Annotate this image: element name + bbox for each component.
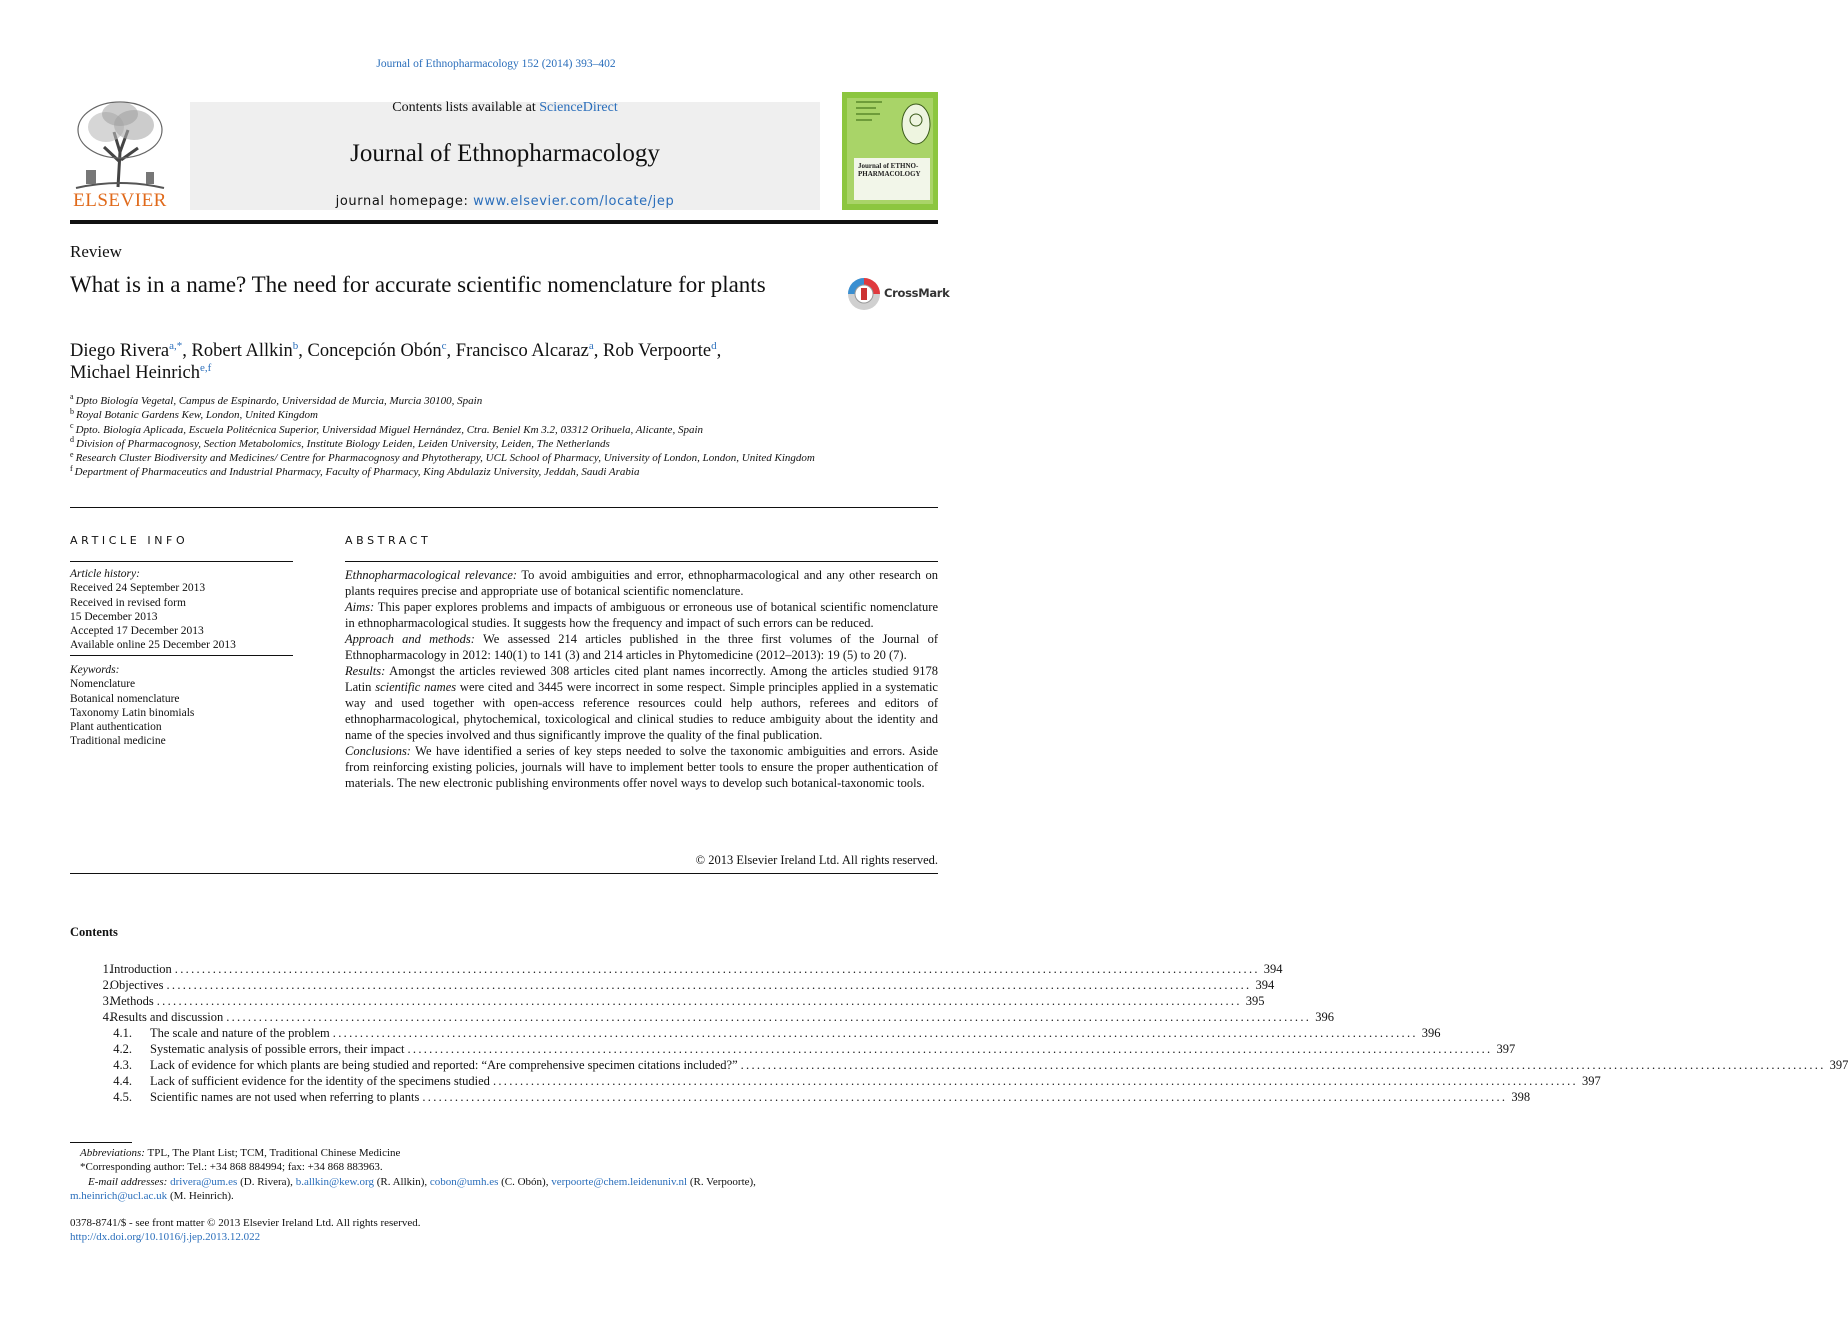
- homepage-prefix: journal homepage:: [335, 194, 474, 209]
- abstract-label: Aims:: [345, 600, 375, 614]
- affiliation-text: Royal Botanic Gardens Kew, London, United Kingdom: [76, 409, 318, 422]
- history-entry: Available online 25 December 2013: [70, 639, 236, 652]
- author[interactable]: [603, 341, 721, 361]
- toc-page: 396: [1421, 1026, 1441, 1040]
- keyword: Plant authentication: [70, 721, 162, 734]
- toc-line: [150, 1089, 1531, 1105]
- email-owner: (D. Rivera),: [237, 1175, 296, 1188]
- toc-number: 3.: [102, 994, 112, 1008]
- footnote-label: Abbreviations:: [80, 1147, 145, 1159]
- affiliation-key: b: [70, 406, 74, 416]
- affiliation-text: Division of Pharmacognosy, Section Metabolomics, Institute Biology Leiden, Leiden University, Leiden, The Netherlands: [76, 437, 610, 450]
- toc-page: 395: [1245, 994, 1265, 1008]
- elsevier-logo: [66, 92, 174, 212]
- toc-leader: ........................................................................................................................................................................................................: [174, 962, 1260, 976]
- toc-line: [110, 1009, 1334, 1025]
- cover-title: Journal of ETHNO-PHARMACOLOGY: [858, 162, 921, 178]
- affiliation: [70, 420, 870, 437]
- divider: [70, 655, 293, 656]
- cover-image-icon: [842, 92, 938, 210]
- toc-entry[interactable]: [70, 1073, 1601, 1089]
- toc-leader: ........................................................................................................................................................................................................: [740, 1058, 1826, 1072]
- affiliation-key: e: [70, 449, 74, 459]
- abstract-aims: [345, 599, 938, 631]
- toc-line: [150, 1041, 1516, 1057]
- toc-title: Lack of sufficient evidence for the identity of the specimens studied: [150, 1074, 490, 1088]
- affiliation: [70, 451, 870, 465]
- toc-entry[interactable]: [70, 993, 1265, 1009]
- keyword: Nomenclature: [70, 678, 136, 691]
- journal-cover[interactable]: [842, 92, 938, 210]
- crossmark-label: CrossMark: [884, 286, 950, 300]
- contents-prefix: Contents lists available at: [392, 100, 540, 115]
- toc-leader: ........................................................................................................................................................................................................: [492, 1074, 1578, 1088]
- affiliation-list: [70, 394, 870, 480]
- copyright: © 2013 Elsevier Ireland Ltd. All rights reserved.: [695, 853, 938, 867]
- abstract-text: This paper explores problems and impacts of ambiguous or erroneous use of botanical scientific nomenclature in ethnopharmacological studies. It suggests how the frequency and impact of such errors can be reduced.: [345, 600, 938, 630]
- toc-entry[interactable]: [70, 1057, 1848, 1073]
- toc-leader: ........................................................................................................................................................................................................: [332, 1026, 1418, 1040]
- toc-page: 397: [1829, 1058, 1848, 1072]
- author-name: Robert Allkin: [191, 341, 293, 361]
- abstract-text: were cited and 3445 were incorrect in some respect. Simple principles applied in a systematic way and used together with open-access reference resources could help authors, referees and editors of ethnopharmacological, phytochemical, toxicological and clinical studies to reduce ambiguity about the identity and name of the species involved and thus significantly improve the quality of the final publication.: [345, 680, 938, 742]
- toc-leader: ........................................................................................................................................................................................................: [156, 994, 1242, 1008]
- email-link[interactable]: m.heinrich@ucl.ac.uk: [70, 1189, 168, 1202]
- affiliation: [70, 394, 870, 408]
- sciencedirect-link[interactable]: ScienceDirect: [539, 100, 618, 115]
- author-affiliation-marker[interactable]: d: [711, 339, 717, 352]
- contents-heading: Contents: [70, 925, 118, 939]
- toc-leader: ........................................................................................................................................................................................................: [407, 1042, 1493, 1056]
- author-affiliation-marker[interactable]: a,*: [169, 339, 183, 352]
- corresponding-author-note: [70, 1160, 938, 1174]
- author[interactable]: [456, 341, 603, 361]
- divider: [70, 507, 938, 508]
- toc-leader: ........................................................................................................................................................................................................: [166, 978, 1252, 992]
- email-link[interactable]: drivera@um.es: [170, 1175, 238, 1188]
- toc-title: Systematic analysis of possible errors, their impact: [150, 1042, 405, 1056]
- toc-line: [150, 1073, 1601, 1089]
- header-rule: [70, 220, 938, 224]
- affiliation: [70, 465, 870, 479]
- abstract-label: Conclusions:: [345, 744, 411, 758]
- keyword: Botanical nomenclature: [70, 692, 180, 705]
- keyword: Taxonomy Latin binomials: [70, 706, 195, 719]
- journal-citation[interactable]: Journal of Ethnopharmacology 152 (2014) 393–402: [376, 58, 616, 70]
- history-entry: Received in revised form: [70, 596, 186, 609]
- toc-page: 397: [1496, 1042, 1516, 1056]
- abstract-results: [345, 663, 938, 743]
- toc-number: 4.3.: [113, 1058, 132, 1072]
- toc-title: Scientific names are not used when referring to plants: [150, 1090, 420, 1104]
- email-owner: (C. Obón),: [498, 1175, 552, 1188]
- author[interactable]: [70, 363, 211, 383]
- email-link[interactable]: verpoorte@chem.leidenuniv.nl: [551, 1175, 688, 1188]
- author[interactable]: [192, 341, 308, 361]
- divider: [345, 561, 938, 562]
- toc-entry[interactable]: [70, 961, 1283, 977]
- abstract-conclusions: [345, 743, 938, 791]
- toc-entry[interactable]: [70, 1089, 1531, 1105]
- toc-title: Introduction: [110, 962, 172, 976]
- table-of-contents: [70, 961, 1848, 1105]
- history-label: Article history:: [70, 568, 140, 580]
- author-name: Rob Verpoorte: [602, 341, 712, 361]
- toc-number: 2.: [102, 978, 112, 992]
- author[interactable]: [308, 341, 456, 361]
- author-separator: ,: [298, 341, 308, 361]
- affiliation-key: c: [70, 420, 74, 430]
- keyword: Traditional medicine: [70, 735, 166, 748]
- author-separator: ,: [446, 341, 456, 361]
- author-separator: ,: [593, 341, 603, 361]
- crossmark-icon: [846, 276, 882, 312]
- abstract-text: Amongst the articles reviewed 308 articles cited plant names incorrectly. Among the articles studied 9178 Latin: [345, 664, 938, 694]
- toc-page: 397: [1581, 1074, 1601, 1088]
- author-affiliation-marker[interactable]: e,f: [199, 361, 212, 374]
- toc-line: [150, 1025, 1441, 1041]
- author-affiliation-marker[interactable]: b: [292, 339, 299, 352]
- author-affiliation-marker[interactable]: c: [441, 339, 447, 352]
- toc-leader: ........................................................................................................................................................................................................: [422, 1090, 1508, 1104]
- email-note-cont: [70, 1189, 938, 1203]
- author-separator: ,: [182, 341, 192, 361]
- toc-entry[interactable]: [70, 1009, 1334, 1025]
- toc-number: 4.4.: [113, 1074, 132, 1088]
- abstract-label: Approach and methods:: [345, 632, 475, 646]
- article-history: [70, 567, 293, 653]
- history-entry: 15 December 2013: [70, 610, 158, 623]
- abstract-body: [345, 567, 938, 791]
- email-owner: (R. Allkin),: [373, 1175, 430, 1188]
- toc-number: 1.: [102, 962, 112, 976]
- author-name: Michael Heinrich: [70, 363, 200, 383]
- affiliation-text: Department of Pharmaceutics and Industrial Pharmacy, Faculty of Pharmacy, King Abdulaziz University, Jeddah, Saudi Arabia: [74, 466, 640, 479]
- footnote-rule: [70, 1142, 132, 1143]
- email-link[interactable]: cobon@umh.es: [429, 1175, 499, 1188]
- toc-page: 398: [1511, 1090, 1531, 1104]
- author-separator: ,: [716, 341, 722, 361]
- asterisk-marker: *: [80, 1161, 86, 1174]
- affiliation-key: f: [70, 463, 73, 473]
- toc-number: 4.: [102, 1010, 112, 1024]
- crossmark-badge[interactable]: [846, 276, 950, 312]
- doi-link[interactable]: http://dx.doi.org/10.1016/j.jep.2013.12.022: [70, 1231, 261, 1244]
- footnote-text: TPL, The Plant List; TCM, Traditional Chinese Medicine: [144, 1147, 401, 1159]
- keywords: [70, 663, 293, 749]
- issn-line: 0378-8741/$ - see front matter © 2013 Elsevier Ireland Ltd. All rights reserved.: [70, 1217, 421, 1229]
- toc-title: Lack of evidence for which plants are being studied and reported: “Are comprehensive specimen citations included?”: [150, 1058, 738, 1072]
- homepage-link[interactable]: www.elsevier.com/locate/jep: [473, 194, 675, 209]
- author-name: Francisco Alcaraz: [455, 341, 589, 361]
- footnotes: [70, 1146, 938, 1203]
- author-list: [70, 340, 830, 384]
- affiliation-key: a: [70, 392, 74, 402]
- toc-title: Methods: [110, 994, 154, 1008]
- toc-title: Results and discussion: [110, 1010, 224, 1024]
- toc-title: Objectives: [110, 978, 164, 992]
- toc-title: The scale and nature of the problem: [150, 1026, 330, 1040]
- journal-title: Journal of Ethnopharmacology: [350, 140, 660, 167]
- journal-homepage: [190, 194, 820, 209]
- abstract-label: Ethnopharmacological relevance:: [345, 568, 518, 582]
- footnote-label: E-mail addresses:: [88, 1175, 168, 1188]
- abstract-label: Results:: [345, 664, 386, 678]
- affiliation-text: Dpto. Biología Aplicada, Escuela Politécnica Superior, Universidad Miguel Hernández, Ctra. Beniel Km 3.2, 03312 Orihuela, Alicante, Spain: [75, 423, 703, 436]
- article-info-heading: ARTICLE INFO: [70, 534, 189, 547]
- divider: [70, 873, 938, 874]
- toc-number: 4.2.: [113, 1042, 132, 1056]
- abbreviations-note: [70, 1146, 938, 1160]
- footnote-text: Corresponding author: Tel.: +34 868 884994; fax: +34 868 883963.: [85, 1161, 383, 1174]
- affiliation: [70, 408, 870, 422]
- contents-line: [190, 100, 820, 116]
- toc-entry[interactable]: [70, 1025, 1441, 1041]
- toc-number: 4.1.: [113, 1026, 132, 1040]
- toc-page: 396: [1315, 1010, 1334, 1024]
- front-matter: [70, 1216, 421, 1245]
- author-name: Concepción Obón: [307, 341, 442, 361]
- email-note: [70, 1175, 938, 1189]
- elsevier-wordmark: ELSEVIER: [73, 190, 167, 211]
- abstract-heading: ABSTRACT: [345, 534, 432, 547]
- history-entry: Accepted 17 December 2013: [70, 625, 204, 638]
- author-affiliation-marker[interactable]: a: [588, 339, 594, 352]
- affiliation-text: Research Cluster Biodiversity and Medicines/ Centre for Pharmacognosy and Phytotherapy, UCL School of Pharmacy, University of London, London, United Kingdom: [75, 452, 815, 465]
- abstract-text: We assessed 214 articles published in the three first volumes of the Journal of Ethnopharmacology in 2012: 140(1) to 141 (3) and 214 articles in Phytomedicine (2012–2013): 19 (5) to 20 (7).: [345, 632, 938, 662]
- abstract-text: We have identified a series of key steps needed to solve the taxonomic ambiguities and errors. Aside from reinforcing existing policies, journals will have to implement better tools to ensure the proper authentication of materials. The new electronic publishing environments offer novel ways to develop such botanical-taxonomic tools.: [345, 744, 938, 790]
- toc-line: [110, 977, 1275, 993]
- email-owner: (M. Heinrich).: [167, 1189, 234, 1202]
- toc-page: 394: [1263, 962, 1283, 976]
- toc-number: 4.5.: [113, 1090, 132, 1104]
- email-link[interactable]: b.allkin@kew.org: [295, 1175, 374, 1188]
- divider: [70, 561, 293, 562]
- history-entry: Received 24 September 2013: [70, 582, 206, 595]
- affiliation-key: d: [70, 435, 74, 445]
- abstract-approach: [345, 631, 938, 663]
- affiliation-text: Dpto Biología Vegetal, Campus de Espinardo, Universidad de Murcia, Murcia 30100, Spain: [75, 395, 483, 407]
- affiliation: [70, 437, 870, 451]
- abstract-text: To avoid ambiguities and error, ethnopharmacological and any other research on plants requires precise and appropriate use of botanical scientific nomenclature.: [345, 568, 938, 598]
- toc-leader: ........................................................................................................................................................................................................: [226, 1010, 1312, 1024]
- author[interactable]: [70, 341, 192, 361]
- toc-entry[interactable]: [70, 977, 1275, 993]
- author-name: Diego Rivera: [70, 341, 170, 361]
- toc-line: [150, 1057, 1848, 1073]
- toc-page: 394: [1255, 978, 1275, 992]
- abstract-emphasis: scientific names: [375, 680, 457, 694]
- article-type: Review: [70, 242, 122, 261]
- toc-entry[interactable]: [70, 1041, 1516, 1057]
- email-owner: (R. Verpoorte),: [687, 1175, 756, 1188]
- toc-line: [110, 961, 1283, 977]
- keywords-label: Keywords:: [70, 664, 120, 676]
- article-title: What is in a name? The need for accurate scientific nomenclature for plants: [70, 272, 766, 297]
- abstract-relevance: [345, 567, 938, 599]
- toc-line: [110, 993, 1265, 1009]
